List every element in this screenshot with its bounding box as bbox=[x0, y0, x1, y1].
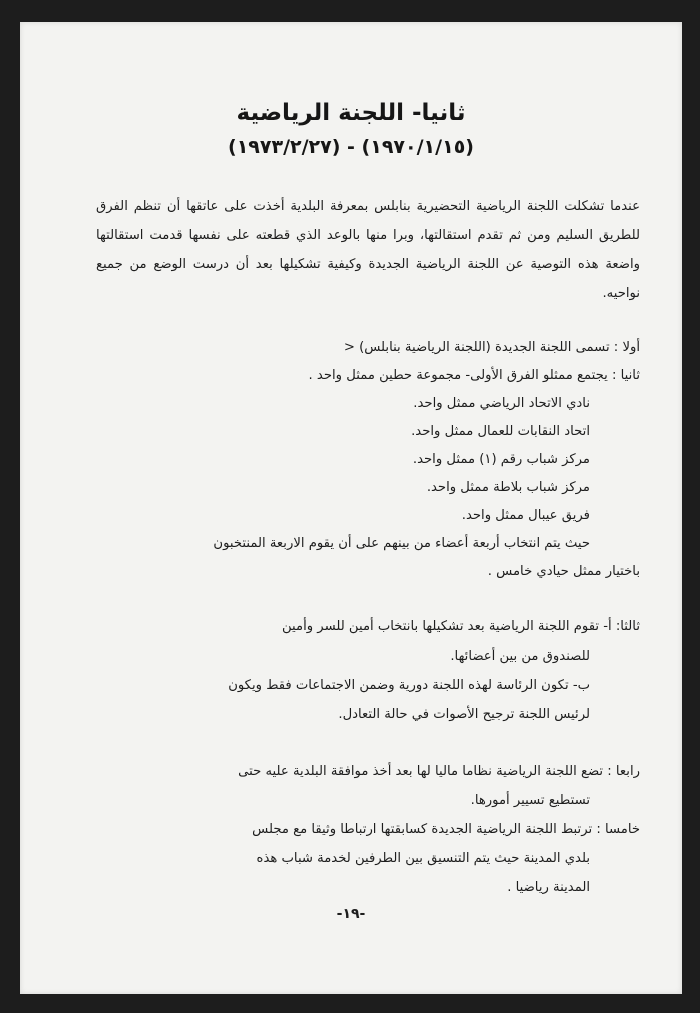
item-fourth-1: رابعا : تضع اللجنة الرياضية نظاما ماليا لها بعد أخذ موافقة البلدية عليه حتى bbox=[238, 764, 640, 779]
item-fifth-3: المدينة رياضيا . bbox=[507, 880, 590, 895]
page-title: ثانيا- اللجنة الرياضية bbox=[236, 100, 466, 126]
item-third-b-1: ب- تكون الرئاسة لهذه اللجنة دورية وضمن الاجتماعات فقط ويكون bbox=[228, 678, 590, 693]
page-content bbox=[20, 22, 682, 994]
item-third-a-2: للصندوق من بين أعضائها. bbox=[450, 649, 590, 664]
item-fourth-2: تستطيع تسيير أمورها. bbox=[470, 793, 590, 808]
page-number: -١٩- bbox=[336, 906, 366, 922]
item-fifth-2: بلدي المدينة حيث يتم التنسيق بين الطرفين لخدمة شباب هذه bbox=[256, 851, 590, 866]
list-item: اتحاد النقابات للعمال ممثل واحد. bbox=[411, 424, 590, 439]
date-range-subtitle: (١٩٧٠/١/١٥) - (١٩٧٣/٢/٢٧) bbox=[228, 136, 474, 158]
item-first: أولا : تسمى اللجنة الجديدة (اللجنة الرياضية بنابلس) < bbox=[343, 340, 640, 355]
item-second: ثانيا : يجتمع ممثلو الفرق الأولى- مجموعة حطين ممثل واحد . bbox=[308, 368, 640, 383]
item-fifth-1: خامسا : ترتبط اللجنة الرياضية الجديدة كسابقتها ارتباطا وثيقا مع مجلس bbox=[252, 822, 640, 837]
list-item: فريق عيبال ممثل واحد. bbox=[461, 508, 590, 523]
intro-paragraph: عندما تشكلت اللجنة الرياضية التحضيرية بنابلس بمعرفة البلدية أخذت على عاتقها أن تنظم الفرق للطريق السليم ومن ثم تقدم استقالتها، وبرا منها بالوعد الذي قطعته على نفسها قدمت استقالتها واضعة هذه التوصية عن اللجنة الرياضية الجديدة وكيفية تشكيلها بعد أن درست الوضع من جميع نواحيه. bbox=[96, 199, 640, 301]
item-third-a-1: ثالثا: أ- تقوم اللجنة الرياضية بعد تشكيلها بانتخاب أمين للسر وأمين bbox=[282, 619, 640, 634]
list-item: مركز شباب بلاطة ممثل واحد. bbox=[426, 480, 590, 495]
item-second-tail-2: باختيار ممثل حيادي خامس . bbox=[487, 564, 640, 579]
item-third-b-2: لرئيس اللجنة ترجيح الأصوات في حالة التعادل. bbox=[338, 707, 590, 722]
list-item: مركز شباب رقم (١) ممثل واحد. bbox=[412, 452, 590, 467]
item-second-tail-1: حيث يتم انتخاب أربعة أعضاء من بينهم على أن يقوم الاربعة المنتخبون bbox=[213, 536, 590, 551]
document-page bbox=[20, 22, 682, 994]
list-item: نادي الاتحاد الرياضي ممثل واحد. bbox=[413, 396, 590, 411]
